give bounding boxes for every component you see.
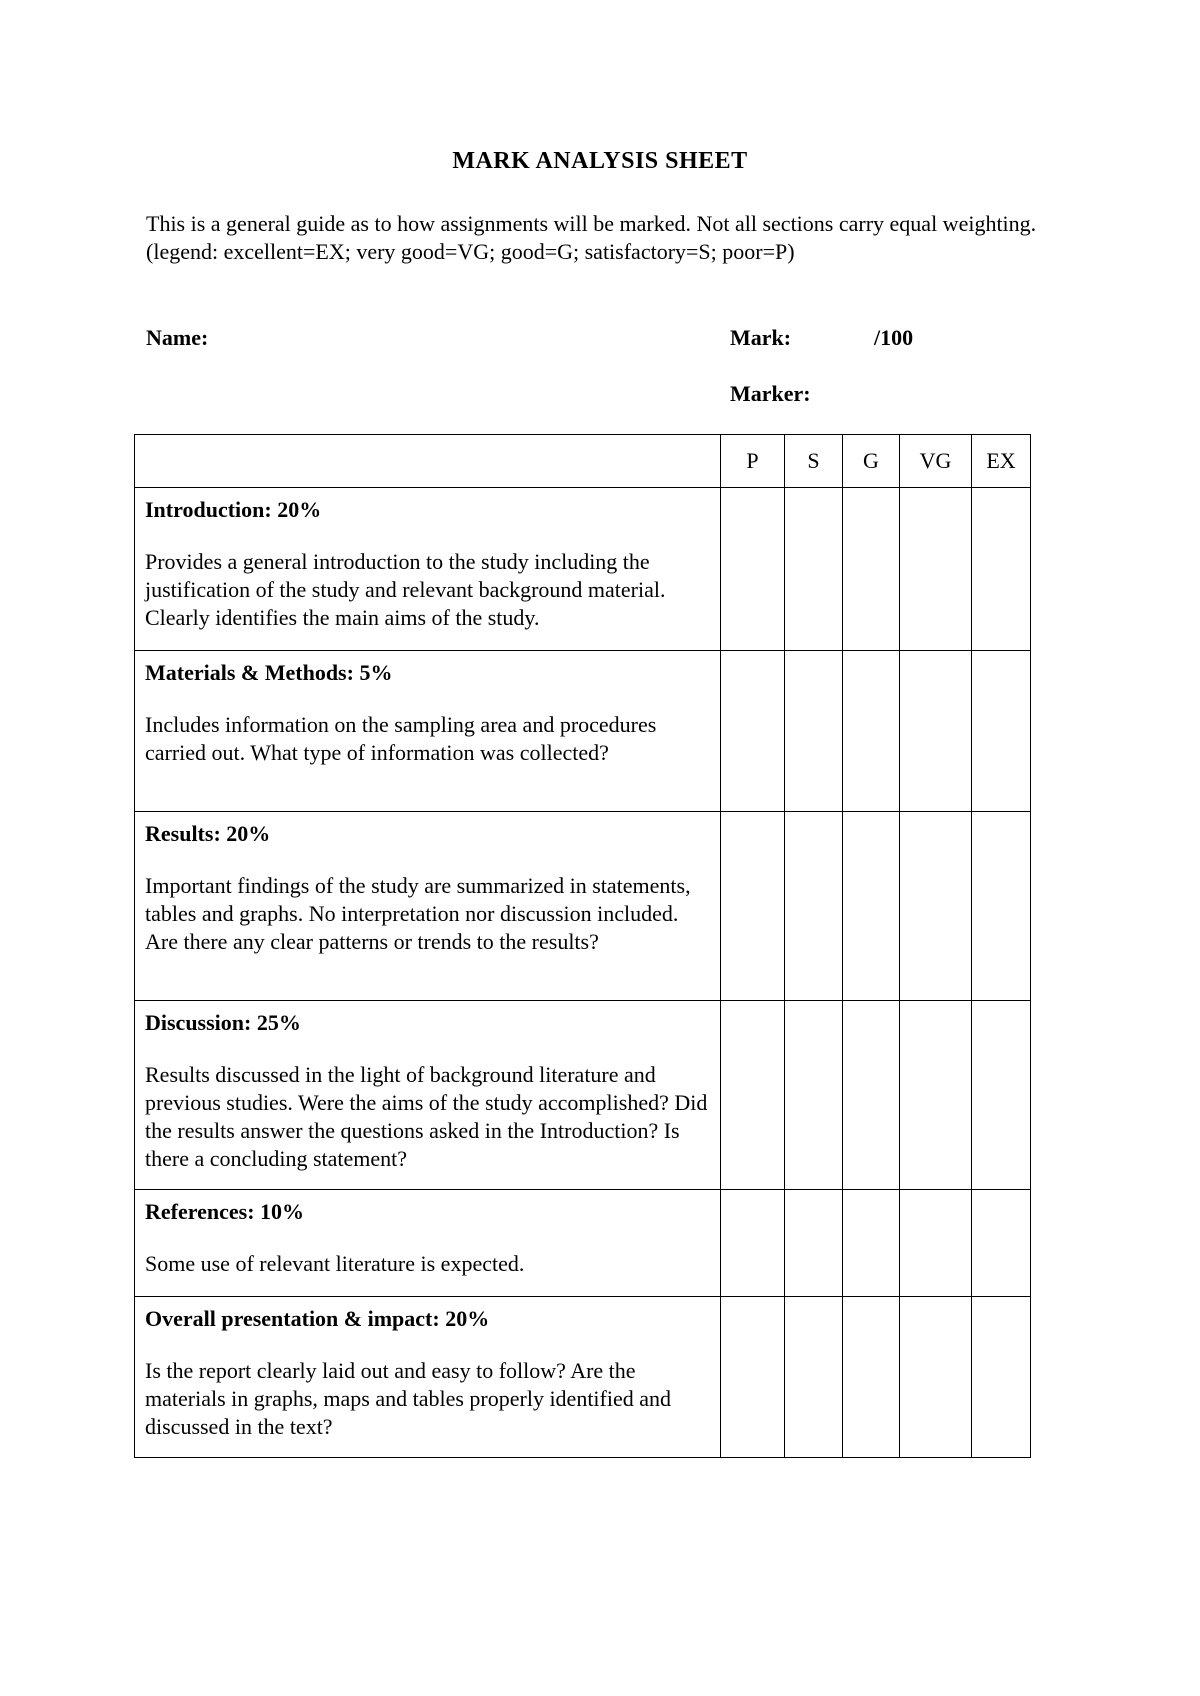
grade-cell-ex[interactable] (972, 651, 1031, 812)
table-row (135, 651, 1031, 812)
table-row (135, 488, 1031, 651)
marker-label: Marker: (730, 381, 811, 406)
criterion-cell (135, 651, 721, 812)
criterion-description: Important findings of the study are summarized in statements, tables and graphs. No interpretation nor discussion included. Are there any clear patterns or trends to the results? (145, 873, 691, 954)
grade-cell-g[interactable] (843, 1297, 900, 1458)
rubric-header-row (135, 435, 1031, 488)
grade-cell-s[interactable] (785, 812, 843, 1001)
criterion-description: Includes information on the sampling area and procedures carried out. What type of information was collected? (145, 712, 657, 765)
grade-cell-vg[interactable] (900, 812, 972, 1001)
grade-cell-vg[interactable] (900, 651, 972, 812)
grade-cell-p[interactable] (721, 812, 785, 1001)
grade-cell-vg[interactable] (900, 1297, 972, 1458)
rubric-table (134, 434, 1031, 1458)
criterion-cell (135, 1001, 721, 1190)
grade-cell-s[interactable] (785, 1001, 843, 1190)
table-row (135, 1190, 1031, 1297)
table-row (135, 1001, 1031, 1190)
grade-cell-s[interactable] (785, 651, 843, 812)
grade-cell-g[interactable] (843, 651, 900, 812)
table-row (135, 812, 1031, 1001)
criterion-heading: Introduction: 20% (145, 497, 322, 522)
criterion-heading: Overall presentation & impact: 20% (145, 1306, 490, 1331)
grade-cell-s[interactable] (785, 1297, 843, 1458)
criterion-description: Is the report clearly laid out and easy to follow? Are the materials in graphs, maps and tables properly identified and discussed in the text? (145, 1358, 672, 1439)
column-header-vg: VG (900, 435, 972, 488)
mark-label: Mark: (730, 325, 792, 350)
page-title: MARK ANALYSIS SHEET (452, 148, 748, 174)
criterion-heading: References: 10% (145, 1199, 305, 1224)
grade-cell-p[interactable] (721, 1297, 785, 1458)
intro-paragraph: This is a general guide as to how assignments will be marked. Not all sections carry equal weighting. (legend: excellent=EX; very good=VG; good=G; satisfactory=S; poor=P) (146, 211, 1037, 264)
criterion-description: Provides a general introduction to the study including the justification of the study and relevant background material. Clearly identifies the main aims of the study. (145, 549, 666, 630)
grade-cell-p[interactable] (721, 1001, 785, 1190)
criterion-cell (135, 1297, 721, 1458)
grade-cell-vg[interactable] (900, 488, 972, 651)
grade-cell-ex[interactable] (972, 812, 1031, 1001)
grade-cell-g[interactable] (843, 1001, 900, 1190)
grade-cell-s[interactable] (785, 488, 843, 651)
mark-total: /100 (874, 325, 914, 350)
grade-cell-g[interactable] (843, 812, 900, 1001)
grade-cell-vg[interactable] (900, 1001, 972, 1190)
grade-cell-ex[interactable] (972, 1190, 1031, 1297)
criterion-heading: Discussion: 25% (145, 1010, 301, 1035)
column-header-s: S (785, 435, 843, 488)
grade-cell-p[interactable] (721, 1190, 785, 1297)
grade-cell-ex[interactable] (972, 1297, 1031, 1458)
criterion-cell (135, 488, 721, 651)
criterion-description: Results discussed in the light of background literature and previous studies. Were the aims of the study accomplished? Did the results answer the questions asked in the Introduction? Is there a concluding statement? (145, 1062, 708, 1171)
grade-cell-p[interactable] (721, 651, 785, 812)
grade-cell-ex[interactable] (972, 488, 1031, 651)
criterion-column-header (135, 435, 721, 488)
criterion-description: Some use of relevant literature is expected. (145, 1251, 525, 1276)
grade-cell-ex[interactable] (972, 1001, 1031, 1190)
column-header-ex: EX (972, 435, 1031, 488)
grade-cell-g[interactable] (843, 488, 900, 651)
criterion-heading: Results: 20% (145, 821, 271, 846)
grade-cell-s[interactable] (785, 1190, 843, 1297)
name-label: Name: (146, 325, 209, 350)
grade-cell-vg[interactable] (900, 1190, 972, 1297)
column-header-p: P (721, 435, 785, 488)
column-header-g: G (843, 435, 900, 488)
criterion-cell (135, 1190, 721, 1297)
table-row (135, 1297, 1031, 1458)
criterion-heading: Materials & Methods: 5% (145, 660, 393, 685)
grade-cell-p[interactable] (721, 488, 785, 651)
grade-cell-g[interactable] (843, 1190, 900, 1297)
criterion-cell (135, 812, 721, 1001)
